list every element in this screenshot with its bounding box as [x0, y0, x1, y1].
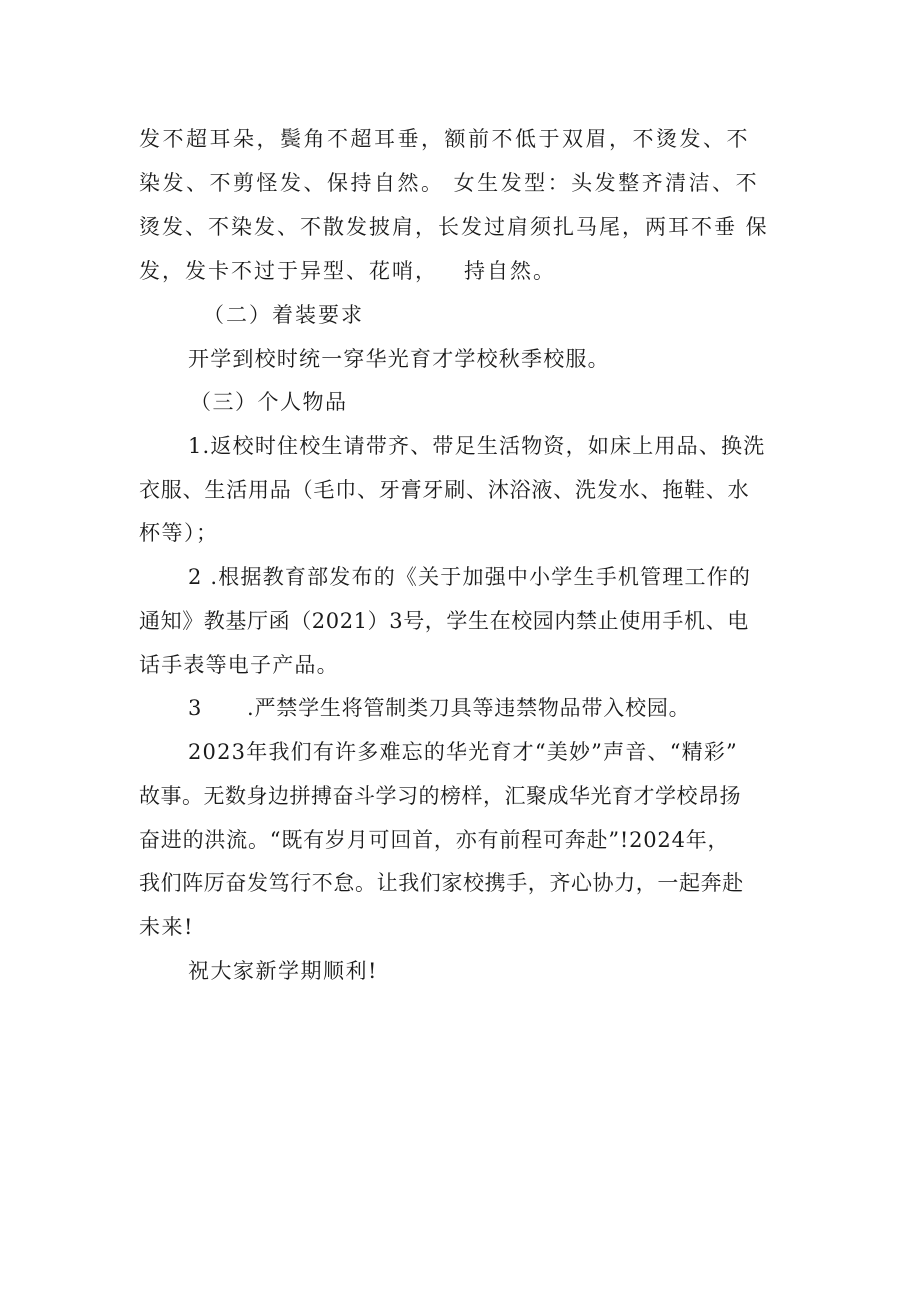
- hair-rule-line-1: 发不超耳朵，鬓角不超耳垂，额前不低于双眉，不烫发、不: [139, 127, 750, 151]
- closing-wish: 祝大家新学期顺利!: [188, 959, 378, 983]
- item-1-line-1: 1.返校时住校生请带齐、带足生活物资，如床上用品、换洗: [188, 434, 766, 458]
- item-1-line-2: 衣服、生活用品（毛巾、牙膏牙刷、沐浴液、洗发水、拖鞋、水: [139, 478, 750, 502]
- section-heading-items: （三）个人物品: [190, 390, 348, 414]
- hair-rule-line-3: 烫发、不染发、不散发披肩，长发过肩须扎马尾，两耳不垂 保: [139, 215, 769, 239]
- item-2-line-1: 2 .根据教育部发布的《关于加强中小学生手机管理工作的: [188, 565, 752, 589]
- item-2-line-2: 通知》教基厅函（2021）3号，学生在校园内禁止使用手机、电: [139, 609, 749, 633]
- item-2-line-3: 话手表等电子产品。: [139, 653, 339, 677]
- item-3-line: 3 .严禁学生将管制类刀具等违禁物品带入校园。: [188, 696, 691, 720]
- closing-line-2: 故事。无数身边拼搏奋斗学习的榜样，汇聚成华光育才学校昂扬: [139, 784, 741, 808]
- closing-line-3: 奋进的洪流。“既有岁月可回首，亦有前程可奔赴”!2024年，: [139, 828, 730, 852]
- closing-line-4: 我们阵厉奋发笃行不怠。让我们家校携手，齐心协力，一起奔赴: [139, 871, 744, 895]
- section-text-dress: 开学到校时统一穿华光育才学校秋季校服。: [188, 347, 610, 371]
- section-heading-dress: （二）着装要求: [203, 303, 364, 327]
- hair-rule-line-4: 发，发卡不过于异型、花哨， 持自然。: [139, 259, 557, 283]
- closing-line-1: 2023年我们有许多难忘的华光育才“美妙”声音、“精彩”: [188, 740, 738, 764]
- closing-line-5: 未来!: [139, 915, 194, 939]
- item-1-line-3: 杯等）；: [139, 521, 219, 545]
- hair-rule-line-2: 染发、不剪怪发、保持自然。 女生发型：头发整齐清洁、不: [139, 171, 760, 195]
